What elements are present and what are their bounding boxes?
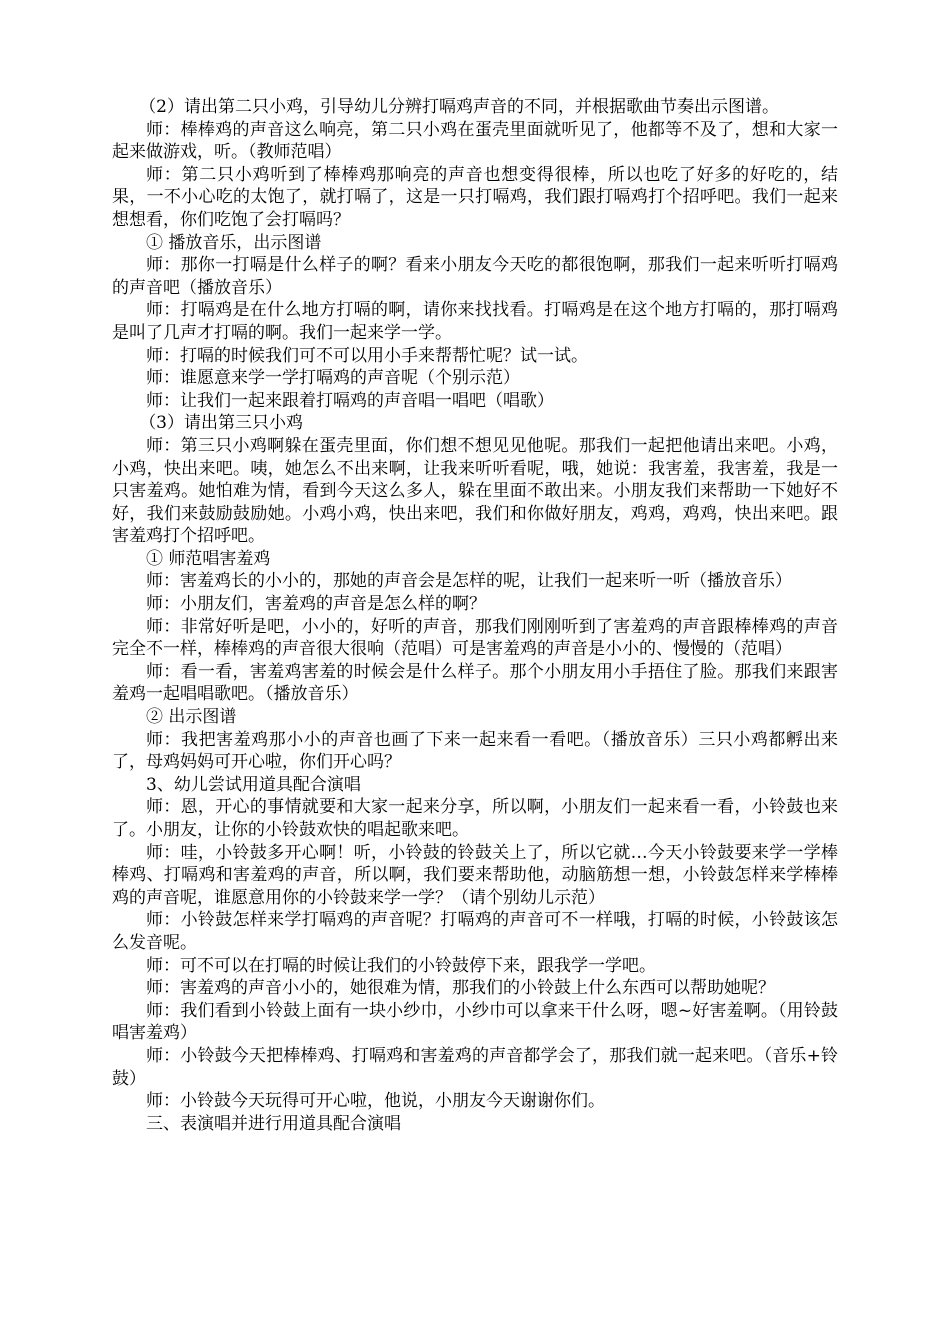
- paragraph: 师：第二只小鸡听到了棒棒鸡那响亮的声音也想变得很棒，所以也吃了好多的好吃的，结果，一不小心吃的太饱了，就打嗝了，这是一只打嗝鸡，我们跟打嗝鸡打个招呼吧。我们一起来想想看，你们吃饱了会打嗝吗？: [112, 164, 838, 230]
- paragraph: 师：打嗝的时候我们可不可以用小手来帮帮忙呢？试一试。: [146, 345, 588, 366]
- paragraph: 师：可不可以在打嗝的时候让我们的小铃鼓停下来，跟我学一学吧。: [146, 955, 656, 976]
- paragraph: 师：我把害羞鸡那小小的声音也画了下来一起来看一看吧。（播放音乐）三只小鸡都孵出来了，母鸡妈妈可开心啦，你们开心吗？: [112, 729, 838, 773]
- paragraph: ① 播放音乐，出示图谱: [146, 232, 322, 253]
- paragraph: 师：小铃鼓今天玩得可开心啦，他说，小朋友今天谢谢你们。: [146, 1091, 605, 1112]
- paragraph: 3、幼儿尝试用道具配合演唱: [146, 774, 361, 795]
- paragraph: 师：谁愿意来学一学打嗝鸡的声音呢（个别示范）: [146, 368, 520, 389]
- paragraph: 师：非常好听是吧，小小的，好听的声音，那我们刚刚听到了害羞鸡的声音跟棒棒鸡的声音完全不一样，棒棒鸡的声音很大很响（范唱）可是害羞鸡的声音是小小的、慢慢的（范唱）: [112, 616, 838, 660]
- paragraph: ② 出示图谱: [146, 707, 237, 728]
- paragraph: 师：棒棒鸡的声音这么响亮，第二只小鸡在蛋壳里面就听见了，他都等不及了，想和大家一起来做游戏，听。（教师范唱）: [112, 119, 838, 163]
- paragraph: 师：害羞鸡的声音小小的，她很难为情，那我们的小铃鼓上什么东西可以帮助她呢？: [146, 978, 775, 999]
- paragraph: （2）请出第二只小鸡，引导幼儿分辨打嗝鸡声音的不同，并根据歌曲节奏出示图谱。: [139, 97, 780, 117]
- paragraph: 师：小铃鼓怎样来学打嗝鸡的声音呢？打嗝鸡的声音可不一样哦，打嗝的时候，小铃鼓该怎么发音呢。: [112, 910, 838, 953]
- paragraph: 师：恩，开心的事情就要和大家一起来分享，所以啊，小朋友们一起来看一看，小铃鼓也来了。小朋友，让你的小铃鼓欢快的唱起歌来吧。: [112, 797, 838, 840]
- paragraph: （3）请出第三只小鸡: [139, 413, 304, 434]
- paragraph: 师：哇，小铃鼓多开心啊！听，小铃鼓的铃鼓关上了，所以它就…今天小铃鼓要来学一学棒棒鸡、打嗝鸡和害羞鸡的声音，所以啊，我们要来帮助他，动脑筋想一想，小铃鼓怎样来学棒棒鸡的声音呢，谁愿意用你的小铃鼓来学一学？（请个别幼儿示范）: [112, 842, 838, 908]
- paragraph: 师：我们看到小铃鼓上面有一块小纱巾，小纱巾可以拿来干什么呀，嗯~好害羞啊。（用铃鼓唱害羞鸡）: [112, 1000, 838, 1044]
- paragraph: 师：第三只小鸡啊躲在蛋壳里面，你们想不想见见他呢。那我们一起把他请出来吧。小鸡，小鸡，快出来吧。咦，她怎么不出来啊，让我来听听看呢，哦，她说：我害羞，我害羞，我是一只害羞鸡。她怕难为情，看到今天这么多人，躲在里面不敢出来。小朋友我们来帮助一下她好不好，我们来鼓励鼓励她。小鸡小鸡，快出来吧，我们和你做好朋友，鸡鸡，鸡鸡，快出来吧。跟害羞鸡打个招呼吧。: [112, 435, 838, 547]
- paragraph: 师：让我们一起来跟着打嗝鸡的声音唱一唱吧（唱歌）: [146, 390, 554, 411]
- paragraph: 师：打嗝鸡是在什么地方打嗝的啊，请你来找找看。打嗝鸡是在这个地方打嗝的，那打嗝鸡是叫了几声才打嗝的啊。我们一起来学一学。: [112, 300, 838, 343]
- paragraph: 三、表演唱并进行用道具配合演唱: [146, 1113, 401, 1134]
- paragraph: 师：小朋友们，害羞鸡的声音是怎么样的啊？: [146, 594, 486, 615]
- paragraph: 师：害羞鸡长的小小的，那她的声音会是怎样的呢，让我们一起来听一听（播放音乐）: [146, 571, 792, 592]
- paragraph: 师：看一看，害羞鸡害羞的时候会是什么样子。那个小朋友用小手捂住了脸。那我们来跟害羞鸡一起唱唱歌吧。（播放音乐）: [112, 661, 838, 705]
- paragraph: 师：那你一打嗝是什么样子的啊？看来小朋友今天吃的都很饱啊，那我们一起来听听打嗝鸡的声音吧（播放音乐）: [112, 255, 838, 298]
- paragraph: 师：小铃鼓今天把棒棒鸡、打嗝鸡和害羞鸡的声音都学会了，那我们就一起来吧。（音乐+铃鼓）: [112, 1045, 838, 1089]
- paragraph: ① 师范唱害羞鸡: [146, 548, 271, 569]
